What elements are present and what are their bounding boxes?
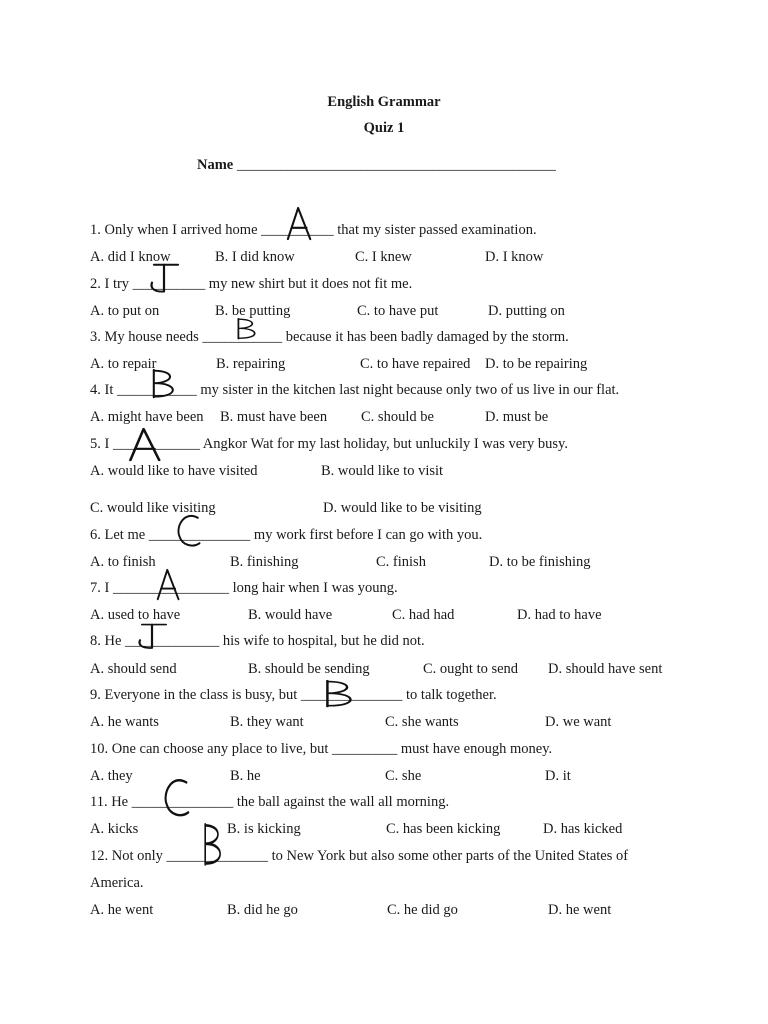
question-text: 1. Only when I arrived home __________ that my sister passed examination. <box>90 222 537 238</box>
answer-option[interactable]: B. would like to visit <box>321 463 444 479</box>
answer-option[interactable]: A. should send <box>90 661 177 677</box>
answer-option[interactable]: A. to finish <box>90 554 156 570</box>
answer-option[interactable]: D. I know <box>485 249 544 265</box>
answer-option[interactable]: A. kicks <box>90 821 139 837</box>
answer-option[interactable]: D. he went <box>548 902 612 918</box>
quiz-title: English Grammar <box>327 94 441 110</box>
question-text: 4. It ___________ my sister in the kitchen last night because only two of us live in our flat. <box>90 382 620 398</box>
question-text: 9. Everyone in the class is busy, but ______________ to talk together. <box>90 687 497 703</box>
question-text: 12. Not only ______________ to New York but also some other parts of the United States of <box>90 848 629 864</box>
handwritten-answer-mark <box>150 263 180 300</box>
answer-option[interactable]: B. would have <box>248 607 333 623</box>
handwritten-answer-mark <box>324 680 358 713</box>
answer-option[interactable]: C. to have repaired <box>360 356 471 372</box>
answer-option[interactable]: C. would like visiting <box>90 500 216 516</box>
answer-option[interactable]: D. should have sent <box>548 661 663 677</box>
handwritten-answer-mark <box>156 569 182 606</box>
question-text: 7. I ________________ long hair when I was young. <box>90 580 398 596</box>
answer-option[interactable]: C. ought to send <box>423 661 519 677</box>
answer-option[interactable]: B. did he go <box>227 902 298 918</box>
answer-option[interactable]: A. he wants <box>90 714 159 730</box>
handwritten-answer-mark <box>236 318 260 345</box>
answer-option[interactable]: C. he did go <box>387 902 458 918</box>
handwritten-answer-mark <box>177 514 203 553</box>
name-field[interactable] <box>197 157 556 174</box>
name-label: Name <box>197 157 234 173</box>
quiz-subtitle: Quiz 1 <box>363 120 405 136</box>
answer-option[interactable]: D. had to have <box>517 607 602 623</box>
answer-option[interactable]: B. be putting <box>215 303 291 319</box>
answer-option[interactable]: B. must have been <box>220 409 328 425</box>
question-text: 11. He ______________ the ball against the wall all morning. <box>90 794 450 810</box>
answer-option[interactable]: C. had had <box>392 607 455 623</box>
handwritten-answer-mark <box>164 778 192 823</box>
handwritten-answer-mark <box>128 428 164 467</box>
handwritten-answer-mark <box>138 623 168 656</box>
answer-option[interactable]: B. he <box>230 768 261 784</box>
answer-option[interactable]: A. used to have <box>90 607 181 623</box>
answer-option[interactable]: D. to be finishing <box>489 554 591 570</box>
answer-option[interactable]: C. she <box>385 768 422 784</box>
answer-option[interactable]: C. finish <box>376 554 426 570</box>
answer-option[interactable]: B. should be sending <box>248 661 370 677</box>
answer-option[interactable]: A. would like to have visited <box>90 463 258 479</box>
answer-option[interactable]: D. has kicked <box>543 821 623 837</box>
answer-option[interactable]: A. to repair <box>90 356 157 372</box>
answer-option[interactable]: A. he went <box>90 902 154 918</box>
question-text: 3. My house needs ___________ because it has been badly damaged by the storm. <box>90 329 569 345</box>
question-text: 2. I try __________ my new shirt but it does not fit me. <box>90 276 413 292</box>
answer-option[interactable]: B. they want <box>230 714 304 730</box>
answer-option[interactable]: B. I did know <box>215 249 295 265</box>
name-blank-line: ____________________________________________ <box>236 157 556 173</box>
answer-option[interactable]: D. must be <box>485 409 549 425</box>
answer-option[interactable]: A. might have been <box>90 409 204 425</box>
answer-option[interactable]: D. it <box>545 768 571 784</box>
answer-option[interactable]: B. repairing <box>216 356 286 372</box>
question-text: 10. One can choose any place to live, but _________ must have enough money. <box>90 741 553 757</box>
answer-option[interactable]: B. is kicking <box>227 821 301 837</box>
handwritten-answer-mark <box>286 207 314 246</box>
answer-option[interactable]: A. to put on <box>90 303 160 319</box>
answer-option[interactable]: C. to have put <box>357 303 439 319</box>
question-text: 8. He _____________ his wife to hospital, but he did not. <box>90 633 425 649</box>
answer-option[interactable]: C. has been kicking <box>386 821 501 837</box>
answer-option[interactable]: A. they <box>90 768 133 784</box>
answer-option[interactable]: D. would like to be visiting <box>323 500 482 516</box>
handwritten-answer-mark <box>151 369 179 404</box>
answer-option[interactable]: D. putting on <box>488 303 565 319</box>
answer-option[interactable]: D. we want <box>545 714 612 730</box>
answer-option[interactable]: C. I knew <box>355 249 412 265</box>
question-text-continued: America. <box>90 875 144 891</box>
answer-option[interactable]: D. to be repairing <box>485 356 588 372</box>
question-text: 5. I ____________ Angkor Wat for my last holiday, but unluckily I was very busy. <box>90 436 568 452</box>
question-text: 6. Let me ______________ my work first before I can go with you. <box>90 527 483 543</box>
answer-option[interactable]: C. should be <box>361 409 434 425</box>
answer-option[interactable]: A. did I know <box>90 249 171 265</box>
answer-option[interactable]: C. she wants <box>385 714 459 730</box>
answer-option[interactable]: B. finishing <box>230 554 299 570</box>
handwritten-answer-mark <box>203 823 225 872</box>
